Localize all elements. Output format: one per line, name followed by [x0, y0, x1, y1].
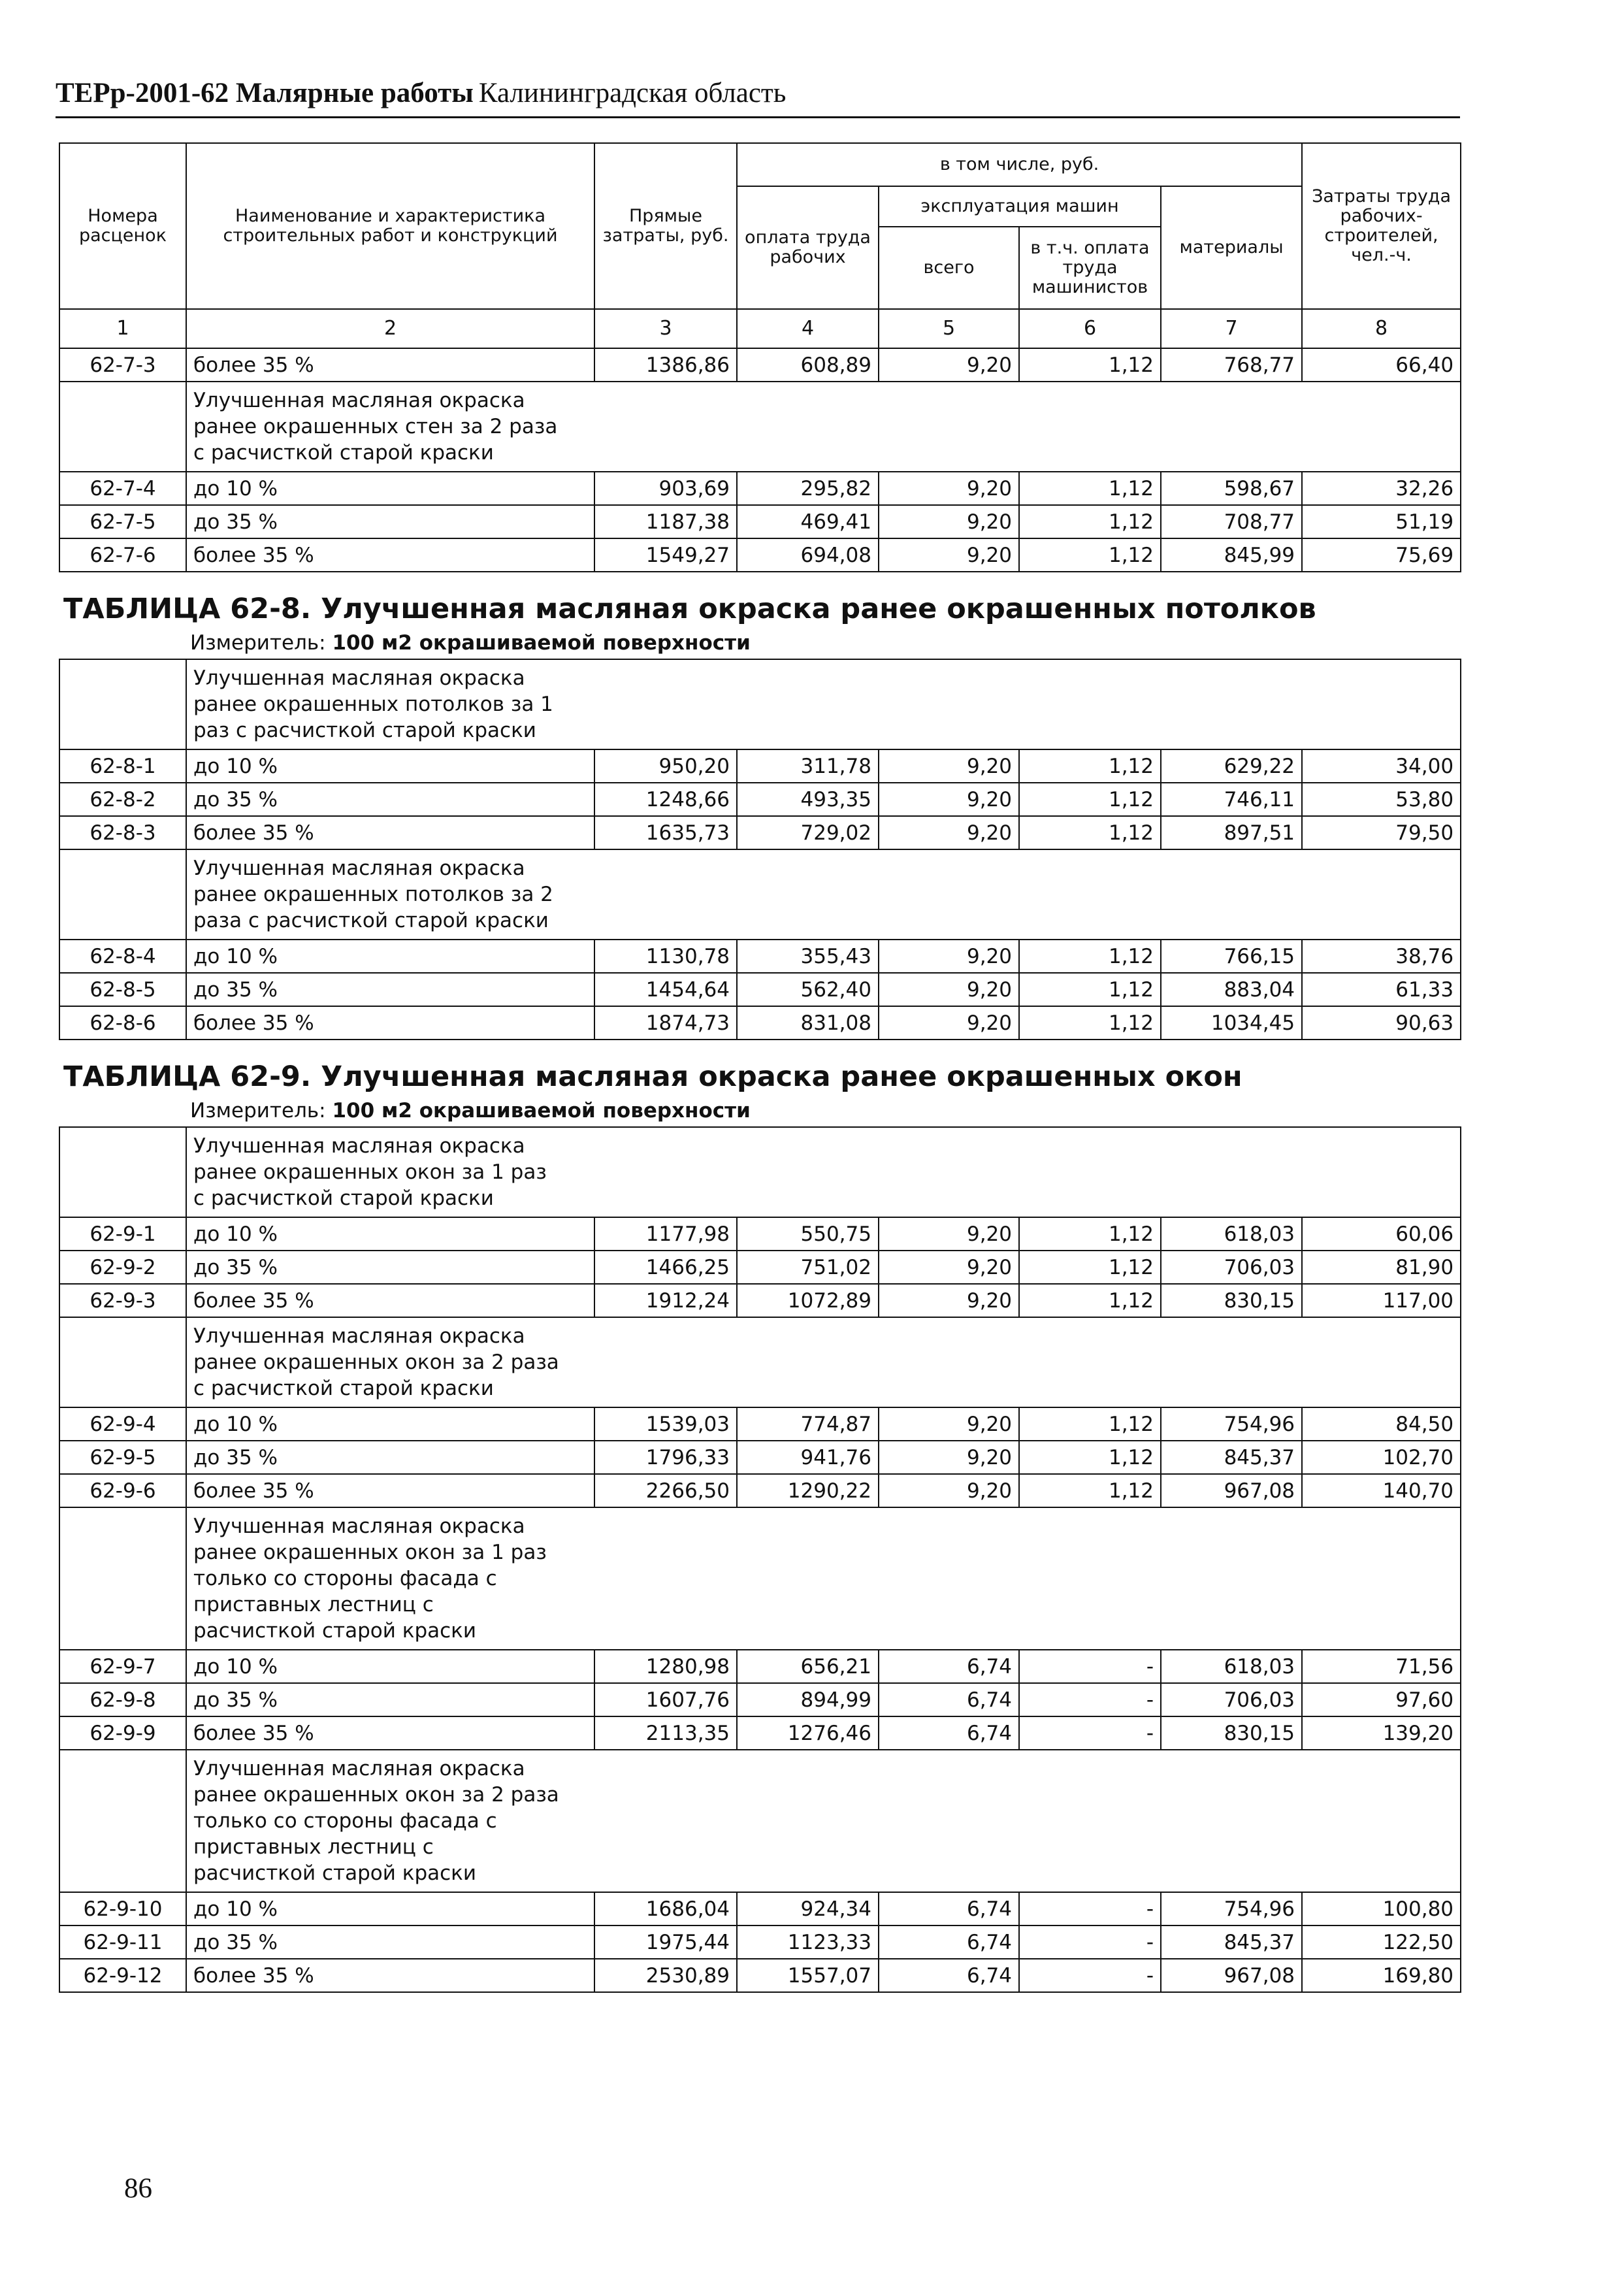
table-row	[59, 472, 1461, 505]
labor-cost: 84,50	[1302, 1407, 1461, 1441]
rate-code: 62-9-5	[59, 1441, 186, 1474]
measure-label: Измеритель:	[190, 1099, 326, 1122]
rate-code: 62-9-7	[59, 1650, 186, 1683]
table-header	[59, 143, 1461, 348]
machines-total: 9,20	[879, 1474, 1019, 1507]
rate-code: 62-9-6	[59, 1474, 186, 1507]
group-title	[186, 1317, 1461, 1407]
materials: 830,15	[1161, 1284, 1302, 1317]
rate-code: 62-9-10	[59, 1892, 186, 1925]
labor-cost: 51,19	[1302, 505, 1461, 538]
direct-cost: 1975,44	[594, 1925, 737, 1959]
machinist-wages: 1,12	[1019, 1251, 1161, 1284]
table-row	[59, 505, 1461, 538]
direct-cost: 1177,98	[594, 1217, 737, 1251]
labor-cost: 71,56	[1302, 1650, 1461, 1683]
column-number: 4	[737, 309, 879, 348]
labor-cost: 122,50	[1302, 1925, 1461, 1959]
column-number: 2	[186, 309, 594, 348]
machines-total: 9,20	[879, 1284, 1019, 1317]
work-name: более 35 %	[186, 816, 594, 849]
header-code: Номера расценок	[59, 143, 186, 309]
header-direct: Прямые затраты, руб.	[594, 143, 737, 309]
direct-cost: 2113,35	[594, 1716, 737, 1750]
machines-total: 9,20	[879, 973, 1019, 1006]
group-title-text: Улучшенная масляная окраска ранее окрашенных окон за 2 раза с расчисткой старой краски	[193, 1324, 559, 1400]
direct-cost: 1454,64	[594, 973, 737, 1006]
direct-cost: 903,69	[594, 472, 737, 505]
group-title-text: Улучшенная масляная окраска ранее окрашенных потолков за 2 раза с расчисткой старой краски	[193, 857, 553, 932]
materials: 1034,45	[1161, 1006, 1302, 1040]
group-blank	[59, 1750, 186, 1892]
labor-cost: 139,20	[1302, 1716, 1461, 1750]
work-name: более 35 %	[186, 1006, 594, 1040]
materials: 897,51	[1161, 816, 1302, 849]
column-number: 1	[59, 309, 186, 348]
labor-cost: 97,60	[1302, 1683, 1461, 1716]
wages: 831,08	[737, 1006, 879, 1040]
machines-total: 6,74	[879, 1683, 1019, 1716]
wages: 656,21	[737, 1650, 879, 1683]
rate-code: 62-9-8	[59, 1683, 186, 1716]
labor-cost: 79,50	[1302, 816, 1461, 849]
labor-cost: 169,80	[1302, 1959, 1461, 1992]
machinist-wages: 1,12	[1019, 1284, 1161, 1317]
machinist-wages: 1,12	[1019, 783, 1161, 816]
rate-code: 62-9-3	[59, 1284, 186, 1317]
labor-cost: 38,76	[1302, 940, 1461, 973]
machinist-wages: -	[1019, 1683, 1161, 1716]
group-title-text: Улучшенная масляная окраска ранее окрашенных окон за 2 раза только со стороны фасада с приставных лестниц с расчисткой старой краски	[193, 1757, 559, 1885]
materials: 618,03	[1161, 1650, 1302, 1683]
table-row	[59, 1683, 1461, 1716]
machinist-wages: -	[1019, 1650, 1161, 1683]
header-mach-wages: в т.ч. оплата труда машинистов	[1019, 227, 1161, 309]
group-title	[186, 1127, 1461, 1217]
rate-code: 62-8-6	[59, 1006, 186, 1040]
machinist-wages: -	[1019, 1925, 1161, 1959]
table-row	[59, 1959, 1461, 1992]
work-name: до 35 %	[186, 1925, 594, 1959]
machines-total: 6,74	[879, 1892, 1019, 1925]
machinist-wages: 1,12	[1019, 973, 1161, 1006]
measure-value: 100 м2 окрашиваемой поверхности	[332, 631, 751, 655]
wages: 1123,33	[737, 1925, 879, 1959]
materials: 618,03	[1161, 1217, 1302, 1251]
machines-total: 9,20	[879, 783, 1019, 816]
table-row	[59, 783, 1461, 816]
materials: 706,03	[1161, 1251, 1302, 1284]
materials: 830,15	[1161, 1716, 1302, 1750]
table-row	[59, 1284, 1461, 1317]
table-row	[59, 1441, 1461, 1474]
group-blank	[59, 1317, 186, 1407]
header-wages: оплата труда рабочих	[737, 186, 879, 309]
table-row	[59, 538, 1461, 572]
measure-value: 100 м2 окрашиваемой поверхности	[332, 1099, 751, 1122]
materials: 754,96	[1161, 1892, 1302, 1925]
table-row	[59, 1474, 1461, 1507]
header-incl: в том числе, руб.	[737, 143, 1302, 186]
group-row	[59, 1127, 1461, 1217]
labor-cost: 75,69	[1302, 538, 1461, 572]
rate-code: 62-7-6	[59, 538, 186, 572]
labor-cost: 34,00	[1302, 749, 1461, 783]
materials: 708,77	[1161, 505, 1302, 538]
labor-cost: 66,40	[1302, 348, 1461, 382]
direct-cost: 1686,04	[594, 1892, 737, 1925]
direct-cost: 1539,03	[594, 1407, 737, 1441]
section-header	[59, 1040, 1461, 1127]
labor-cost: 53,80	[1302, 783, 1461, 816]
table-row	[59, 1251, 1461, 1284]
rate-code: 62-8-2	[59, 783, 186, 816]
work-name: до 35 %	[186, 783, 594, 816]
measure-label: Измеритель:	[190, 631, 326, 655]
wages: 694,08	[737, 538, 879, 572]
machines-total: 9,20	[879, 940, 1019, 973]
wages: 469,41	[737, 505, 879, 538]
wages: 941,76	[737, 1441, 879, 1474]
group-title	[186, 1507, 1461, 1650]
group-title	[186, 1750, 1461, 1892]
group-row	[59, 1507, 1461, 1650]
direct-cost: 1635,73	[594, 816, 737, 849]
table-row	[59, 973, 1461, 1006]
machines-total: 6,74	[879, 1716, 1019, 1750]
labor-cost: 32,26	[1302, 472, 1461, 505]
materials: 766,15	[1161, 940, 1302, 973]
materials: 845,37	[1161, 1441, 1302, 1474]
rate-code: 62-8-1	[59, 749, 186, 783]
group-title	[186, 382, 1461, 472]
table-row	[59, 1925, 1461, 1959]
wages: 493,35	[737, 783, 879, 816]
machinist-wages: -	[1019, 1959, 1161, 1992]
table-row	[59, 940, 1461, 973]
rate-code: 62-7-5	[59, 505, 186, 538]
machines-total: 9,20	[879, 1251, 1019, 1284]
machinist-wages: 1,12	[1019, 749, 1161, 783]
header-machines: эксплуатация машин	[879, 186, 1161, 227]
machines-total: 9,20	[879, 1006, 1019, 1040]
group-title-text: Улучшенная масляная окраска ранее окрашенных окон за 1 раз с расчисткой старой краски	[193, 1134, 547, 1210]
machinist-wages: -	[1019, 1892, 1161, 1925]
group-row	[59, 1750, 1461, 1892]
labor-cost: 90,63	[1302, 1006, 1461, 1040]
work-name: до 35 %	[186, 1251, 594, 1284]
table-row	[59, 1892, 1461, 1925]
header-materials: материалы	[1161, 186, 1302, 309]
direct-cost: 1386,86	[594, 348, 737, 382]
table-row	[59, 1716, 1461, 1750]
column-number: 6	[1019, 309, 1161, 348]
labor-cost: 100,80	[1302, 1892, 1461, 1925]
table-row	[59, 1217, 1461, 1251]
machines-total: 9,20	[879, 749, 1019, 783]
group-row	[59, 659, 1461, 749]
machinist-wages: 1,12	[1019, 1441, 1161, 1474]
labor-cost: 81,90	[1302, 1251, 1461, 1284]
machines-total: 9,20	[879, 1441, 1019, 1474]
direct-cost: 1280,98	[594, 1650, 737, 1683]
direct-cost: 1187,38	[594, 505, 737, 538]
machinist-wages: 1,12	[1019, 816, 1161, 849]
work-name: более 35 %	[186, 1959, 594, 1992]
wages: 774,87	[737, 1407, 879, 1441]
machinist-wages: 1,12	[1019, 1217, 1161, 1251]
document-region: Калининградская область	[478, 78, 787, 108]
labor-cost: 60,06	[1302, 1217, 1461, 1251]
direct-cost: 1130,78	[594, 940, 737, 973]
column-number: 5	[879, 309, 1019, 348]
machines-total: 9,20	[879, 1217, 1019, 1251]
work-name: до 10 %	[186, 749, 594, 783]
machinist-wages: 1,12	[1019, 940, 1161, 973]
work-name: до 10 %	[186, 940, 594, 973]
work-name: более 35 %	[186, 538, 594, 572]
materials: 754,96	[1161, 1407, 1302, 1441]
materials: 967,08	[1161, 1474, 1302, 1507]
machines-total: 6,74	[879, 1925, 1019, 1959]
labor-cost: 61,33	[1302, 973, 1461, 1006]
header-rule	[56, 116, 1460, 118]
materials: 967,08	[1161, 1959, 1302, 1992]
group-row	[59, 849, 1461, 940]
machines-total: 9,20	[879, 505, 1019, 538]
machines-total: 6,74	[879, 1959, 1019, 1992]
wages: 1072,89	[737, 1284, 879, 1317]
group-blank	[59, 1507, 186, 1650]
wages: 562,40	[737, 973, 879, 1006]
table-row	[59, 1006, 1461, 1040]
work-name: более 35 %	[186, 1474, 594, 1507]
rate-code: 62-9-11	[59, 1925, 186, 1959]
wages: 1557,07	[737, 1959, 879, 1992]
materials: 883,04	[1161, 973, 1302, 1006]
group-blank	[59, 1127, 186, 1217]
labor-cost: 102,70	[1302, 1441, 1461, 1474]
rate-code: 62-7-4	[59, 472, 186, 505]
wages: 550,75	[737, 1217, 879, 1251]
direct-cost: 1466,25	[594, 1251, 737, 1284]
section-title: ТАБЛИЦА 62-9. Улучшенная масляная окраска ранее окрашенных окон	[63, 1060, 1242, 1093]
page-header	[56, 77, 786, 109]
work-name: до 10 %	[186, 1892, 594, 1925]
wages: 355,43	[737, 940, 879, 973]
section-measure	[59, 627, 1461, 659]
table-body	[59, 348, 1461, 1992]
machines-total: 9,20	[879, 538, 1019, 572]
machinist-wages: 1,12	[1019, 1407, 1161, 1441]
table-row	[59, 1407, 1461, 1441]
machines-total: 9,20	[879, 348, 1019, 382]
work-name: до 10 %	[186, 472, 594, 505]
column-numbers	[59, 309, 1461, 348]
group-row	[59, 382, 1461, 472]
wages: 1276,46	[737, 1716, 879, 1750]
wages: 311,78	[737, 749, 879, 783]
page-number: 86	[124, 2173, 152, 2204]
work-name: до 10 %	[186, 1650, 594, 1683]
rate-code: 62-9-1	[59, 1217, 186, 1251]
direct-cost: 1874,73	[594, 1006, 737, 1040]
table-row	[59, 816, 1461, 849]
header-labor: Затраты труда рабочих-строителей, чел.-ч.	[1302, 143, 1461, 309]
rate-code: 62-9-12	[59, 1959, 186, 1992]
machines-total: 9,20	[879, 472, 1019, 505]
machinist-wages: 1,12	[1019, 472, 1161, 505]
rate-code: 62-7-3	[59, 348, 186, 382]
work-name: до 35 %	[186, 1441, 594, 1474]
machinist-wages: -	[1019, 1716, 1161, 1750]
wages: 894,99	[737, 1683, 879, 1716]
wages: 924,34	[737, 1892, 879, 1925]
rate-code: 62-8-4	[59, 940, 186, 973]
machines-total: 9,20	[879, 816, 1019, 849]
group-blank	[59, 849, 186, 940]
materials: 598,67	[1161, 472, 1302, 505]
machinist-wages: 1,12	[1019, 538, 1161, 572]
wages: 751,02	[737, 1251, 879, 1284]
column-number: 7	[1161, 309, 1302, 348]
rate-code: 62-8-3	[59, 816, 186, 849]
materials: 768,77	[1161, 348, 1302, 382]
direct-cost: 1549,27	[594, 538, 737, 572]
direct-cost: 2530,89	[594, 1959, 737, 1992]
materials: 629,22	[1161, 749, 1302, 783]
materials: 746,11	[1161, 783, 1302, 816]
work-name: более 35 %	[186, 1284, 594, 1317]
rate-code: 62-9-2	[59, 1251, 186, 1284]
header-mach-total: всего	[879, 227, 1019, 309]
rate-code: 62-9-9	[59, 1716, 186, 1750]
table-row	[59, 348, 1461, 382]
table-row	[59, 749, 1461, 783]
group-title	[186, 849, 1461, 940]
machines-total: 6,74	[879, 1650, 1019, 1683]
direct-cost: 2266,50	[594, 1474, 737, 1507]
direct-cost: 1607,76	[594, 1683, 737, 1716]
rates-table	[59, 142, 1461, 1993]
column-number: 3	[594, 309, 737, 348]
rate-code: 62-8-5	[59, 973, 186, 1006]
direct-cost: 1912,24	[594, 1284, 737, 1317]
group-title-text: Улучшенная масляная окраска ранее окрашенных стен за 2 раза с расчисткой старой краски	[193, 389, 558, 465]
section-title: ТАБЛИЦА 62-8. Улучшенная масляная окраска ранее окрашенных потолков	[63, 593, 1316, 625]
materials: 845,99	[1161, 538, 1302, 572]
table-row	[59, 1650, 1461, 1683]
work-name: более 35 %	[186, 1716, 594, 1750]
materials: 706,03	[1161, 1683, 1302, 1716]
group-title-text: Улучшенная масляная окраска ранее окрашенных потолков за 1 раз с расчисткой старой краски	[193, 666, 553, 742]
work-name: до 35 %	[186, 505, 594, 538]
labor-cost: 117,00	[1302, 1284, 1461, 1317]
header-name: Наименование и характеристика строительных работ и конструкций	[186, 143, 594, 309]
labor-cost: 140,70	[1302, 1474, 1461, 1507]
machinist-wages: 1,12	[1019, 505, 1161, 538]
materials: 845,37	[1161, 1925, 1302, 1959]
section-header	[59, 572, 1461, 659]
wages: 1290,22	[737, 1474, 879, 1507]
direct-cost: 950,20	[594, 749, 737, 783]
work-name: до 35 %	[186, 1683, 594, 1716]
work-name: более 35 %	[186, 348, 594, 382]
wages: 295,82	[737, 472, 879, 505]
group-title	[186, 659, 1461, 749]
group-row	[59, 1317, 1461, 1407]
document-code: ТЕРр-2001-62 Малярные работы	[56, 78, 474, 108]
group-blank	[59, 382, 186, 472]
work-name: до 10 %	[186, 1407, 594, 1441]
machinist-wages: 1,12	[1019, 1474, 1161, 1507]
machinist-wages: 1,12	[1019, 348, 1161, 382]
direct-cost: 1248,66	[594, 783, 737, 816]
machinist-wages: 1,12	[1019, 1006, 1161, 1040]
wages: 729,02	[737, 816, 879, 849]
direct-cost: 1796,33	[594, 1441, 737, 1474]
work-name: до 35 %	[186, 973, 594, 1006]
wages: 608,89	[737, 348, 879, 382]
group-title-text: Улучшенная масляная окраска ранее окрашенных окон за 1 раз только со стороны фасада с приставных лестниц с расчисткой старой краски	[193, 1515, 547, 1643]
section-measure	[59, 1095, 1461, 1126]
group-blank	[59, 659, 186, 749]
column-number: 8	[1302, 309, 1461, 348]
work-name: до 10 %	[186, 1217, 594, 1251]
rate-code: 62-9-4	[59, 1407, 186, 1441]
machines-total: 9,20	[879, 1407, 1019, 1441]
